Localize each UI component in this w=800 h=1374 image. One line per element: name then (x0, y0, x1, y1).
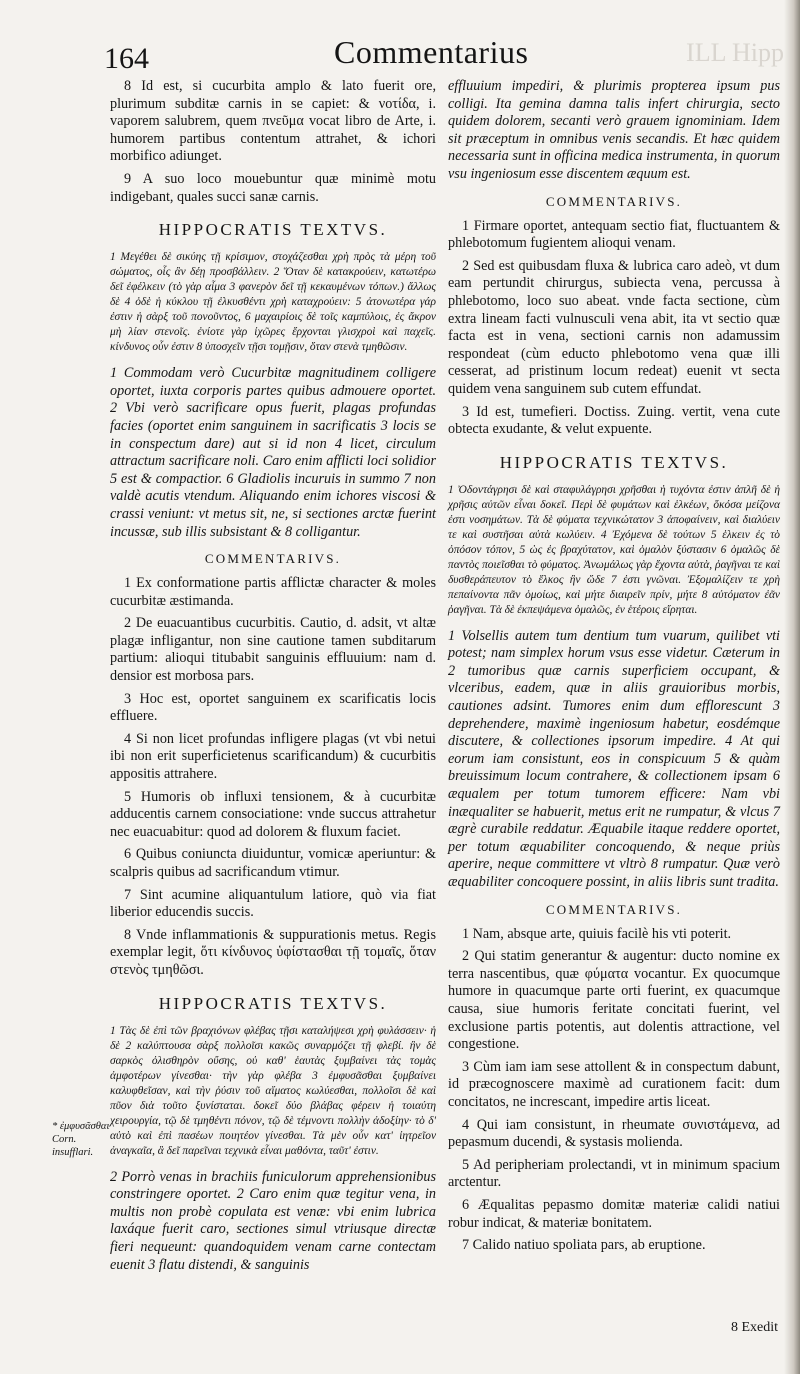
commentary-item-8: 8 Id est, si cucurbita amplo & lato fuerit ore, plurimum subditæ carnis in se capiet: & νοτίδα, i. vaporem salubrem, quem πνεῦμα vocat libro de Arte, i. humorem partibus contentum attrahet, & ichori morbifico adiunget. (110, 78, 436, 165)
left-column (110, 78, 436, 1279)
commentary-item-3: 3 Hoc est, oportet sanguinem ex scarificatis locis effluere. (110, 690, 436, 725)
section-title-hippocratis-2: HIPPOCRATIS TEXTVS. (158, 993, 388, 1013)
commentary-item-5: 5 Ad peripheriam prolectandi, vt in minimum spacium arctentur. (448, 1156, 780, 1191)
bleed-through-text: ILL Hipp (686, 38, 784, 67)
page-edge (784, 0, 800, 1374)
commentary-item-7: 7 Sint acumine aliquantulum latiore, quò via fiat liberior educendis succis. (110, 886, 436, 921)
commentary-item-1: 1 Ex conformatione partis afflictæ character & moles cucurbitæ æstimanda. (110, 575, 436, 609)
greek-text-2: 1 Τὰς δὲ ἐπὶ τῶν βραχιόνων φλέβας τῇσι καταλήψεσι χρὴ φυλάσσειν· ἡ δὲ 2 καλύπτουσα σὰρξ πολλοῖσι κακῶς συναρμόζει τῇ φλεβί. ἢν δὲ σαρκὸς ὀλισθηρὸν οὔσης, οὐ καθ' ἑαυτὰς ξυμβαίνει τὰς τομὰς ἀμφοτέρων γίνεσθαι· τὴν γὰρ φλέβα 3 ἐμφυσᾶσθαι ξυμβαίνει καλυφθεῖσαν, καὶ τὴν ῥύσιν τοῦ αἵματος κωλύεσθαι, πολλοῖσι δὲ καὶ πῦον διὰ τοῦτο ξυνίσταται. δοκεῖ δύο βλάβας φέρειν ἡ τοιαύτη χειρουργία, τῷ δὲ τμηθέντι πόνον, τῷ δὲ τέμνοντι πολλὴν ἀδοξίην· τὸ δ' αὐτὸ καὶ ἐπὶ πασέων ποιητέον γίνεσθαι. Τὰ μὲν οὖν κατ' ἰητρεῖον ἀναγκαῖα, ἃ δεῖ παρεῖναι τεχνικὰ εἶναι μαθόντα, ταῦτ' ἐστιν. (110, 1024, 436, 1157)
commentary-item-4: 4 Qui iam consistunt, in rheumate συνιστάμενα, ad pepasmum ducendi, & systasis molienda. (448, 1116, 780, 1151)
right-column (448, 78, 780, 1260)
margin-note: * ἐμφυσᾶσθαι Corn. insufflari. (52, 1121, 110, 1158)
commentary-item-8b: 8 Vnde inflammationis & suppurationis metus. Regis exemplar legit, ὅτι κίνδυνος ὑφίστασθαι τῇ τομαῖς, ὅταν στενὸς τμηθῶσι. (110, 926, 436, 978)
commentary-item-9: 9 A suo loco mouebuntur quæ minimè motu indigebant, quales succi sanæ carnis. (110, 170, 436, 205)
commentary-item-2: 2 Sed est quibusdam fluxa & lubrica caro adeò, vt dum eam pertundit chirurgus, subiecta vena, percussa à phlebotomo, loco suo abeat. vnde facta sectione, cùm extra lineam facti vulnusculi vena abit, ita vt sectio quæ facta est in vena, sectioni carnis non adamussim respondeat (cùm educto phlebotomo vena quæ illi cesserat, ad pristinum locum redeat) euenit vt secta quidem vena sanguinem sub cutem effundat. (448, 257, 780, 397)
commentary-item-6: 6 Quibus coniuncta diuiduntur, vomicæ aperiuntur: & scalpris quibus ad sacrificandum vtimur. (110, 846, 436, 880)
commentary-item-6: 6 Æqualitas pepasmo domitæ materiæ calidi natiui robur indicat, & materiæ bonitatem. (448, 1196, 780, 1231)
commentary-item-2: 2 De euacuantibus cucurbitis. Cautio, d. adsit, vt altæ plagæ infligantur, non sine cautione tamen subditarum partium: alioqui titubabit sanguinis effluuium: nam d. densior est morbosa pars. (110, 615, 436, 685)
section-title-commentarius: COMMENTARIVS. (545, 193, 683, 209)
latin-translation: 1 Commodam verò Cucurbitæ magnitudinem colligere oportet, iuxta corporis partes quibus admouere oportet. 2 Vbi verò sacrificare opus fuerit, plagas profundas facies (oportet enim sanguinem in sacrificatis 3 locis se in conspectum dare) aut si id non 4 licet, circulum attractum sacrificare noli. Caro enim afflicti loci solidior 5 est & compactior. 6 Gladiolis incuruis in summo 7 non valdè acutis vtendum. Aliquando enim ichores viscosi & crassi veniunt: vt metus sit, ne, si sectiones arctæ fuerint incussæ, sub illis subsistant & 8 colligantur. (110, 365, 436, 540)
section-title-hippocratis: HIPPOCRATIS TEXTVS. (158, 220, 388, 240)
commentary-item-1: 1 Nam, absque arte, quiuis facilè his vti poterit. (462, 925, 732, 942)
latin-continuation: effluuium impediri, & plurimis propterea ipsum pus colligi. Ita gemina damna talis infert chirurgia, secto quidem dolorem, secanti verò grauem ignominiam. Idem sit præceptum in omnibus venis secandis. Et hæc quidem necessaria sunt in officina medica instrumenta, in quorum vsu ingeniosum esse discentem æquum est. (448, 78, 780, 182)
greek-text: 1 Ὀδοντάγρησι δὲ καὶ σταφυλάγρησι χρῆσθαι ἡ τυχόντα ἐστιν ἁπλῆ δὲ ἡ χρῆσις αὐτῶν εἶναι δοκεῖ. Περὶ δὲ φυμάτων καὶ ἑλκέων, ὅκόσα μείζονα ἐστι νοσημάτων. Τὰ δὲ φύματα τεχνικώτατον 3 ἀποφαίνειν, καὶ διαλύειν τε καὶ συστῆσαι αὐτὰ κωλύειν. 4 Ἐχόμενα δὲ τούτων 5 ἑλκειν ἐς τὸ ὀπόσον τόπον, 5 ὡς ἐς βραχύτατον, καὶ ὁμαλὸν ξύστασιν 6 ὁμαλῶς δὲ παντὸς ποιεῖσθαι τὸ φύματος. Ἀνωμάλως γὰρ ἔχοντα αὐτὰ, ῥαγῆναι τε καὶ δυσθεράπευτον τὸ ἕλκος ἢν ὥδε 7 ἐστι γνῶναι. Ἐξομαλίζειν τε χρὴ πεπαίνοντα πᾶν ὁμοίως, καὶ μήτε διαιρεῖν πρίν, μήτε 8 αὐτόματον ἐᾶν ῥαγῆναι. Τὰ δὲ ἐκπεψάμενα ὁμαλῶς, ἐν ἑτέροις εἴρηται. (448, 483, 780, 616)
section-title-hippocratis: HIPPOCRATIS TEXTVS. (499, 452, 729, 472)
commentary-item-7: 7 Calido natiuo spoliata pars, ab eruptione. (462, 1237, 706, 1254)
commentary-item-2: 2 Qui statim generantur & augentur: ducto nomine ex terra nascentibus, quæ φύματα vocantur. Ex quocumque humore in quacumque parte orti fuerint, ex quacumque causa, siue humoris feritate concitati fuerint, vel exclusione partis potentis, aut dolentis attractione, vel congestione. (448, 948, 780, 1053)
latin-translation: 1 Volsellis autem tum dentium tum vuarum, quilibet vti potest; nam simplex horum vsus esse videtur. Cæterum in 2 tumoribus quæ carnis superficiem occupant, & vlceribus, eadem, quæ in aliis grauioribus morbis, cautiones adsint. Tumores enim dum efflorescunt 3 deprehendere, maximè ingeniosum habetur, eosdémque discutere, & collectiones ipsorum impedire. 4 At qui eorum iam consistunt, eos in conspicuum 5 & quàm breuissimum locum contrahere, & collectionem ipsam 6 æqualem per totum tumorem efficere: Nam vbi inæqualiter se habuerit, metus erit ne rumpatur, & vlcus 7 ægrè curabile reddatur. Æquabile itaque reddere oportet, per totum æquabiliter concoquendo, & neque priùs aperire, neque committere vt vltrò 8 rumpatur. Quæ verò æquabiliter concoquere possint, in aliis libris sunt tradita. (448, 627, 780, 890)
page-header (104, 34, 784, 74)
section-title-commentarius-2: COMMENTARIVS. (545, 901, 683, 917)
commentary-item-5: 5 Humoris ob influxi tensionem, & à cucurbitæ adducentis carnem consociatione: vnde succus attrahetur nec euacuabitur: quod ad dolorem & fluxum faciet. (110, 788, 436, 840)
section-title-commentarius: COMMENTARIVS. (204, 551, 342, 567)
commentary-item-3: 3 Cùm iam iam sese attollent & in conspectum dabunt, id præcognoscere maximè ad curationem facit: dum concitatos, ne increscant, impedire artis liceat. (448, 1058, 780, 1110)
commentary-item-1: 1 Firmare oportet, antequam sectio fiat, fluctuantem & phlebotomum fugientem alioqui venam. (448, 217, 780, 252)
commentary-item-4: 4 Si non licet profundas infligere plagas (vt vbi netui ibi non erit superficietenus scarificandum) & cucurbitis appositis attrahere. (110, 730, 436, 783)
running-head: Commentarius (334, 34, 529, 70)
commentary-item-3: 3 Id est, tumefieri. Doctiss. Zuing. vertit, vena cute obtecta exudante, & velut expuente. (448, 403, 780, 438)
greek-text: 1 Μεγέθει δὲ σικύης τῇ κρίσιμον, στοχάζεσθαι χρὴ πρὸς τὰ μέρη τοῦ σώματος, οἷς ἂν δέῃ προσβάλλειν. 2 Ὅταν δὲ κατακρούειν, κατωτέρω δεῖ ἐφέλκειν (τὸ γὰρ αἷμα 3 φανερὸν δεῖ τῇ κεκαυμένων τόπων.) ἄλλως δὲ 4 ὁδὲ ἡ κύκλου τῇ ἐλκυσθέντι χρὴ καταχρούειν: 5 ἀτονωτέρα γάρ ἐστιν ἡ σὰρξ τοῦ πονοῦντος, 6 μαχαιρίοις δὲ τοῖς καμπύλοις, ἐς ἄκρον μὴ λίαν στενοῖς. ἐνίοτε γὰρ ἰχῶρες ἔρχονται γλισχροὶ καὶ παχεῖς. κίνδυνος οὖν ἐστιν 8 ὑποσχεῖν τῇσι τομῇσιν, ὅταν στενὰ τμηθῶσιν. (110, 251, 436, 354)
page-number: 164 (104, 42, 149, 75)
latin-translation-2: 2 Porrò venas in brachiis funiculorum apprehensionibus constringere oportet. 2 Caro enim quæ tegitur vena, in multis non probè copulata est venæ: vbi enim lubrica laxáque fuerit caro, sectiones simul vtriusque directæ fieri nequeunt: quandoquidem venam carne contectam euenit 3 flatu distendi, & sanguinis (110, 1168, 436, 1273)
catchword: 8 Exedit (730, 1320, 778, 1335)
